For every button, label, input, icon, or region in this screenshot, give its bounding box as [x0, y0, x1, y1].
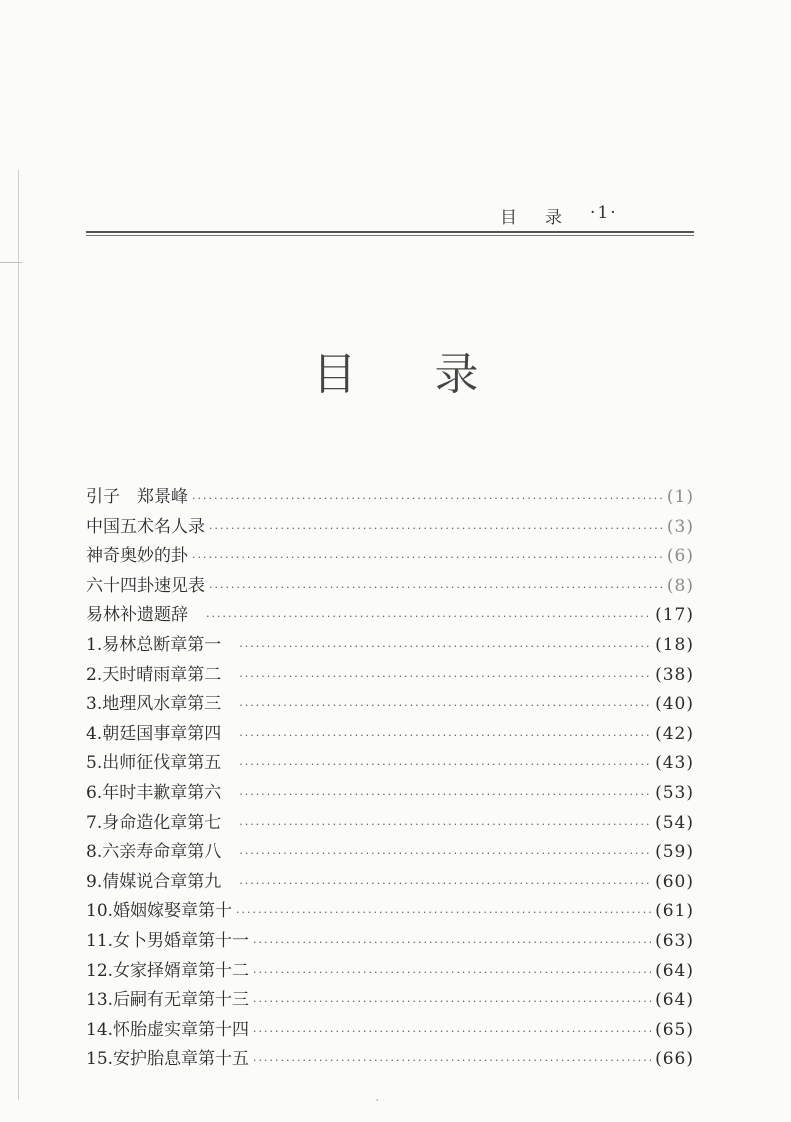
toc-entry-page: (1)	[666, 487, 694, 507]
toc-entry-label: 六十四卦速见表	[86, 575, 205, 596]
toc-dot-leader	[209, 514, 663, 544]
running-head-title: 目录	[500, 208, 590, 228]
page-title: 目录	[312, 349, 557, 400]
toc-entry[interactable]	[86, 927, 694, 957]
toc-dot-leader	[206, 602, 651, 632]
toc-entry-label: 引子 郑景峰	[86, 487, 188, 507]
toc-entry-label: 后嗣有无章第十三	[113, 990, 250, 1011]
toc-entry-label: 安护胎息章第十五	[113, 1049, 250, 1070]
toc-dot-leader	[192, 484, 663, 514]
toc-entry-label: 六亲寿命章第八	[102, 842, 222, 863]
toc-entry-label: 倩媒说合章第九	[102, 871, 222, 892]
running-head-page-number: ·1·	[590, 203, 618, 223]
toc-entry[interactable]	[86, 1016, 694, 1046]
toc-dot-leader	[239, 869, 651, 899]
toc-entry-label: 天时晴雨章第二	[102, 664, 222, 685]
toc-entry-label: 出师征伐章第五	[102, 753, 222, 774]
toc-dot-leader	[239, 810, 651, 840]
toc-entry[interactable]	[86, 661, 694, 691]
toc-dot-leader	[253, 958, 651, 988]
toc-entry-page: (40)	[655, 694, 694, 715]
toc-entry-number: 9.	[86, 871, 103, 892]
toc-entry-page: (3)	[666, 516, 694, 537]
toc-entry-page: (54)	[655, 812, 694, 833]
toc-entry[interactable]	[86, 542, 694, 572]
toc-entry[interactable]	[86, 572, 694, 602]
toc-entry-number: 3.	[86, 694, 103, 715]
toc-entry-label: 怀胎虚实章第十四	[113, 1019, 250, 1040]
toc-entry[interactable]	[86, 809, 694, 839]
toc-entry-label: 婚姻嫁娶章第十	[113, 901, 233, 922]
toc-dot-leader	[239, 780, 651, 810]
toc-entry[interactable]	[86, 957, 694, 987]
toc-entry-page: (63)	[655, 930, 694, 951]
toc-entry-number: 5.	[86, 753, 103, 774]
toc-dot-leader	[192, 543, 663, 573]
toc-entry-page: (64)	[655, 990, 694, 1011]
toc-entry[interactable]	[86, 986, 694, 1016]
toc-entry[interactable]	[86, 897, 694, 927]
toc-entry-page: (43)	[655, 753, 694, 774]
toc-entry-page: (42)	[655, 723, 694, 744]
toc-entry[interactable]	[86, 513, 694, 543]
toc-entry[interactable]	[86, 838, 694, 868]
toc-dot-leader	[239, 721, 651, 751]
toc-entry[interactable]	[86, 601, 694, 631]
toc-dot-leader	[239, 632, 651, 662]
toc-entry-number: 14.	[86, 1019, 114, 1040]
binding-edge-tick	[0, 262, 22, 263]
toc-entry-label: 易林总断章第一	[102, 634, 222, 655]
toc-entry-page: (38)	[655, 664, 694, 685]
binding-edge-line	[18, 170, 19, 1100]
toc-entry-page: (53)	[655, 782, 694, 803]
toc-entry-label: 神奇奥妙的卦	[86, 546, 188, 567]
toc-entry[interactable]	[86, 720, 694, 750]
toc-entry-page: (17)	[655, 605, 694, 626]
scan-speck: ,	[376, 1093, 379, 1102]
toc-dot-leader	[239, 839, 651, 869]
toc-entry-number: 2.	[86, 664, 103, 685]
toc-entry-page: (64)	[655, 960, 694, 981]
toc-entry-label: 中国五术名人录	[86, 516, 205, 537]
toc-entry-number: 8.	[86, 842, 103, 863]
toc-entry[interactable]	[86, 868, 694, 898]
toc-dot-leader	[239, 691, 651, 721]
toc-entry-label: 身命造化章第七	[102, 812, 222, 833]
header-rule-thin	[86, 235, 694, 236]
toc-dot-leader	[239, 750, 651, 780]
toc-entry-number: 11.	[86, 930, 114, 951]
toc-entry[interactable]	[86, 1045, 694, 1075]
toc-entry-page: (60)	[655, 871, 694, 892]
toc-entry-label: 年时丰歉章第六	[102, 782, 222, 803]
toc-entry-number: 13.	[86, 990, 114, 1011]
toc-entry-page: (6)	[666, 546, 694, 567]
toc-entry-number: 1.	[86, 634, 103, 655]
toc-entry-number: 15.	[86, 1049, 114, 1070]
toc-entry-page: (8)	[666, 575, 694, 596]
toc-dot-leader	[253, 1017, 651, 1047]
toc-entry-label: 朝廷国事章第四	[102, 723, 222, 744]
toc-dot-leader	[209, 573, 663, 603]
toc-dot-leader	[239, 662, 651, 692]
toc-entry[interactable]	[86, 779, 694, 809]
header-rule-thick	[86, 231, 694, 233]
toc-dot-leader	[253, 928, 651, 958]
toc-entry-number: 12.	[86, 960, 114, 981]
toc-entry-label: 女家择婿章第十二	[113, 960, 250, 981]
toc-entry[interactable]	[86, 483, 694, 513]
toc-dot-leader	[253, 987, 651, 1017]
running-head	[400, 203, 694, 231]
toc-entry-page: (61)	[655, 901, 694, 922]
toc-dot-leader	[253, 1046, 651, 1076]
toc-entry-number: 4.	[86, 723, 103, 744]
toc-entry-page: (18)	[655, 634, 694, 655]
toc-entry[interactable]	[86, 749, 694, 779]
toc-entry-number: 6.	[86, 782, 103, 803]
toc-entry-page: (59)	[655, 842, 694, 863]
toc-entry-label: 女卜男婚章第十一	[113, 930, 250, 951]
toc-entry-number: 7.	[86, 812, 103, 833]
table-of-contents	[86, 483, 694, 1075]
toc-dot-leader	[236, 898, 651, 928]
toc-entry[interactable]	[86, 690, 694, 720]
toc-entry-page: (66)	[655, 1049, 694, 1070]
toc-entry-label: 易林补遗题辞	[86, 605, 188, 626]
toc-entry-label: 地理风水章第三	[102, 694, 222, 715]
toc-entry-page: (65)	[655, 1019, 694, 1040]
toc-entry[interactable]	[86, 631, 694, 661]
toc-entry-number: 10.	[86, 901, 114, 922]
